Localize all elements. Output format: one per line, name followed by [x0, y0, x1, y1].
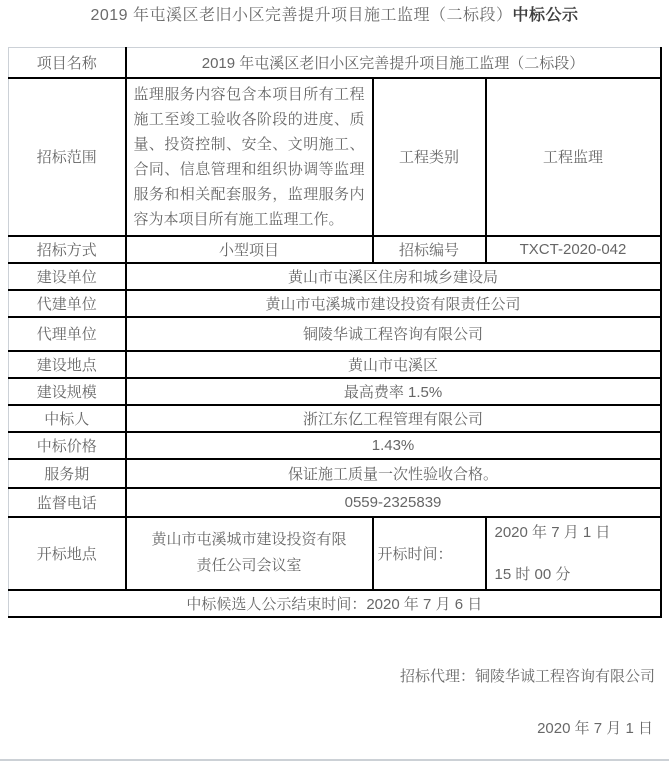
table-row [9, 351, 661, 378]
footer-bid-agent: 招标代理：铜陵华诚工程咨询有限公司 [399, 667, 655, 685]
agency-unit-value: 铜陵华诚工程咨询有限公司 [126, 317, 661, 351]
winning-price-label: 中标价格 [9, 432, 126, 459]
table-row [9, 405, 661, 432]
bid-method-label: 招标方式 [9, 236, 126, 263]
bid-opening-time-value [486, 517, 661, 590]
project-category-value: 工程监理 [486, 78, 661, 236]
bid-method-value: 小型项目 [126, 236, 373, 263]
agency-unit-label: 代理单位 [9, 317, 126, 351]
agent-construction-unit-label: 代建单位 [9, 290, 126, 317]
winning-price-value: 1.43% [126, 432, 661, 459]
table-row [9, 517, 661, 590]
bid-opening-place-value [126, 517, 373, 590]
footer-date: 2020 年 7 月 1 日 [537, 719, 653, 737]
bid-notice-table [8, 47, 662, 618]
table-row [9, 378, 661, 405]
construction-unit-value: 黄山市屯溪区住房和城乡建设局 [126, 263, 661, 290]
service-period-value: 保证施工质量一次性验收合格。 [126, 459, 661, 488]
table-row [9, 290, 661, 317]
construction-unit-label: 建设单位 [9, 263, 126, 290]
supervision-phone-label: 监督电话 [9, 488, 126, 517]
table-row [9, 317, 661, 351]
construction-scale-label: 建设规模 [9, 378, 126, 405]
table-row [9, 590, 661, 617]
bid-opening-place-line1: 黄山市屯溪城市建设投资有限 [151, 531, 347, 548]
bid-opening-place-line2: 责任公司会议室 [196, 557, 302, 574]
winning-bidder-label: 中标人 [9, 405, 126, 432]
table-row [9, 78, 661, 236]
bid-opening-clock: 15 时 00 分 [494, 565, 571, 583]
bid-scope-label: 招标范围 [9, 78, 126, 236]
construction-site-label: 建设地点 [9, 351, 126, 378]
table-row [9, 48, 661, 78]
project-name-value: 2019 年屯溪区老旧小区完善提升项目施工监理（二标段） [126, 48, 661, 78]
table-row [9, 236, 661, 263]
page-title-bold-text: 中标公示 [512, 7, 579, 24]
table-row [9, 263, 661, 290]
bid-number-label: 招标编号 [373, 236, 486, 263]
announcement-end-value: 中标候选人公示结束时间：2020 年 7 月 6 日 [9, 590, 661, 617]
table-row [9, 488, 661, 517]
project-name-label: 项目名称 [9, 48, 126, 78]
service-period-label: 服务期 [9, 459, 126, 488]
agent-construction-unit-value: 黄山市屯溪城市建设投资有限责任公司 [126, 290, 661, 317]
page-title-text: 2019 年屯溪区老旧小区完善提升项目施工监理（二标段） [90, 7, 513, 24]
bid-opening-date: 2020 年 7 月 1 日 [494, 523, 611, 541]
bid-number-value: TXCT-2020-042 [486, 236, 661, 263]
bid-opening-place-label: 开标地点 [9, 517, 126, 590]
construction-site-value: 黄山市屯溪区 [126, 351, 661, 378]
table-row [9, 432, 661, 459]
winning-bidder-value: 浙江东亿工程管理有限公司 [126, 405, 661, 432]
supervision-phone-value: 0559-2325839 [126, 488, 661, 517]
bid-scope-value: 监理服务内容包含本项目所有工程施工至竣工验收各阶段的进度、质量、投资控制、安全、文明施工、合同、信息管理和组织协调等监理服务和相关配套服务，监理服务内容为本项目所有施工监理工作。 [126, 78, 373, 236]
page-title [0, 0, 669, 26]
bid-opening-time-label: 开标时间： [373, 517, 486, 590]
construction-scale-value: 最高费率 1.5% [126, 378, 661, 405]
project-category-label: 工程类别 [373, 78, 486, 236]
table-row [9, 459, 661, 488]
